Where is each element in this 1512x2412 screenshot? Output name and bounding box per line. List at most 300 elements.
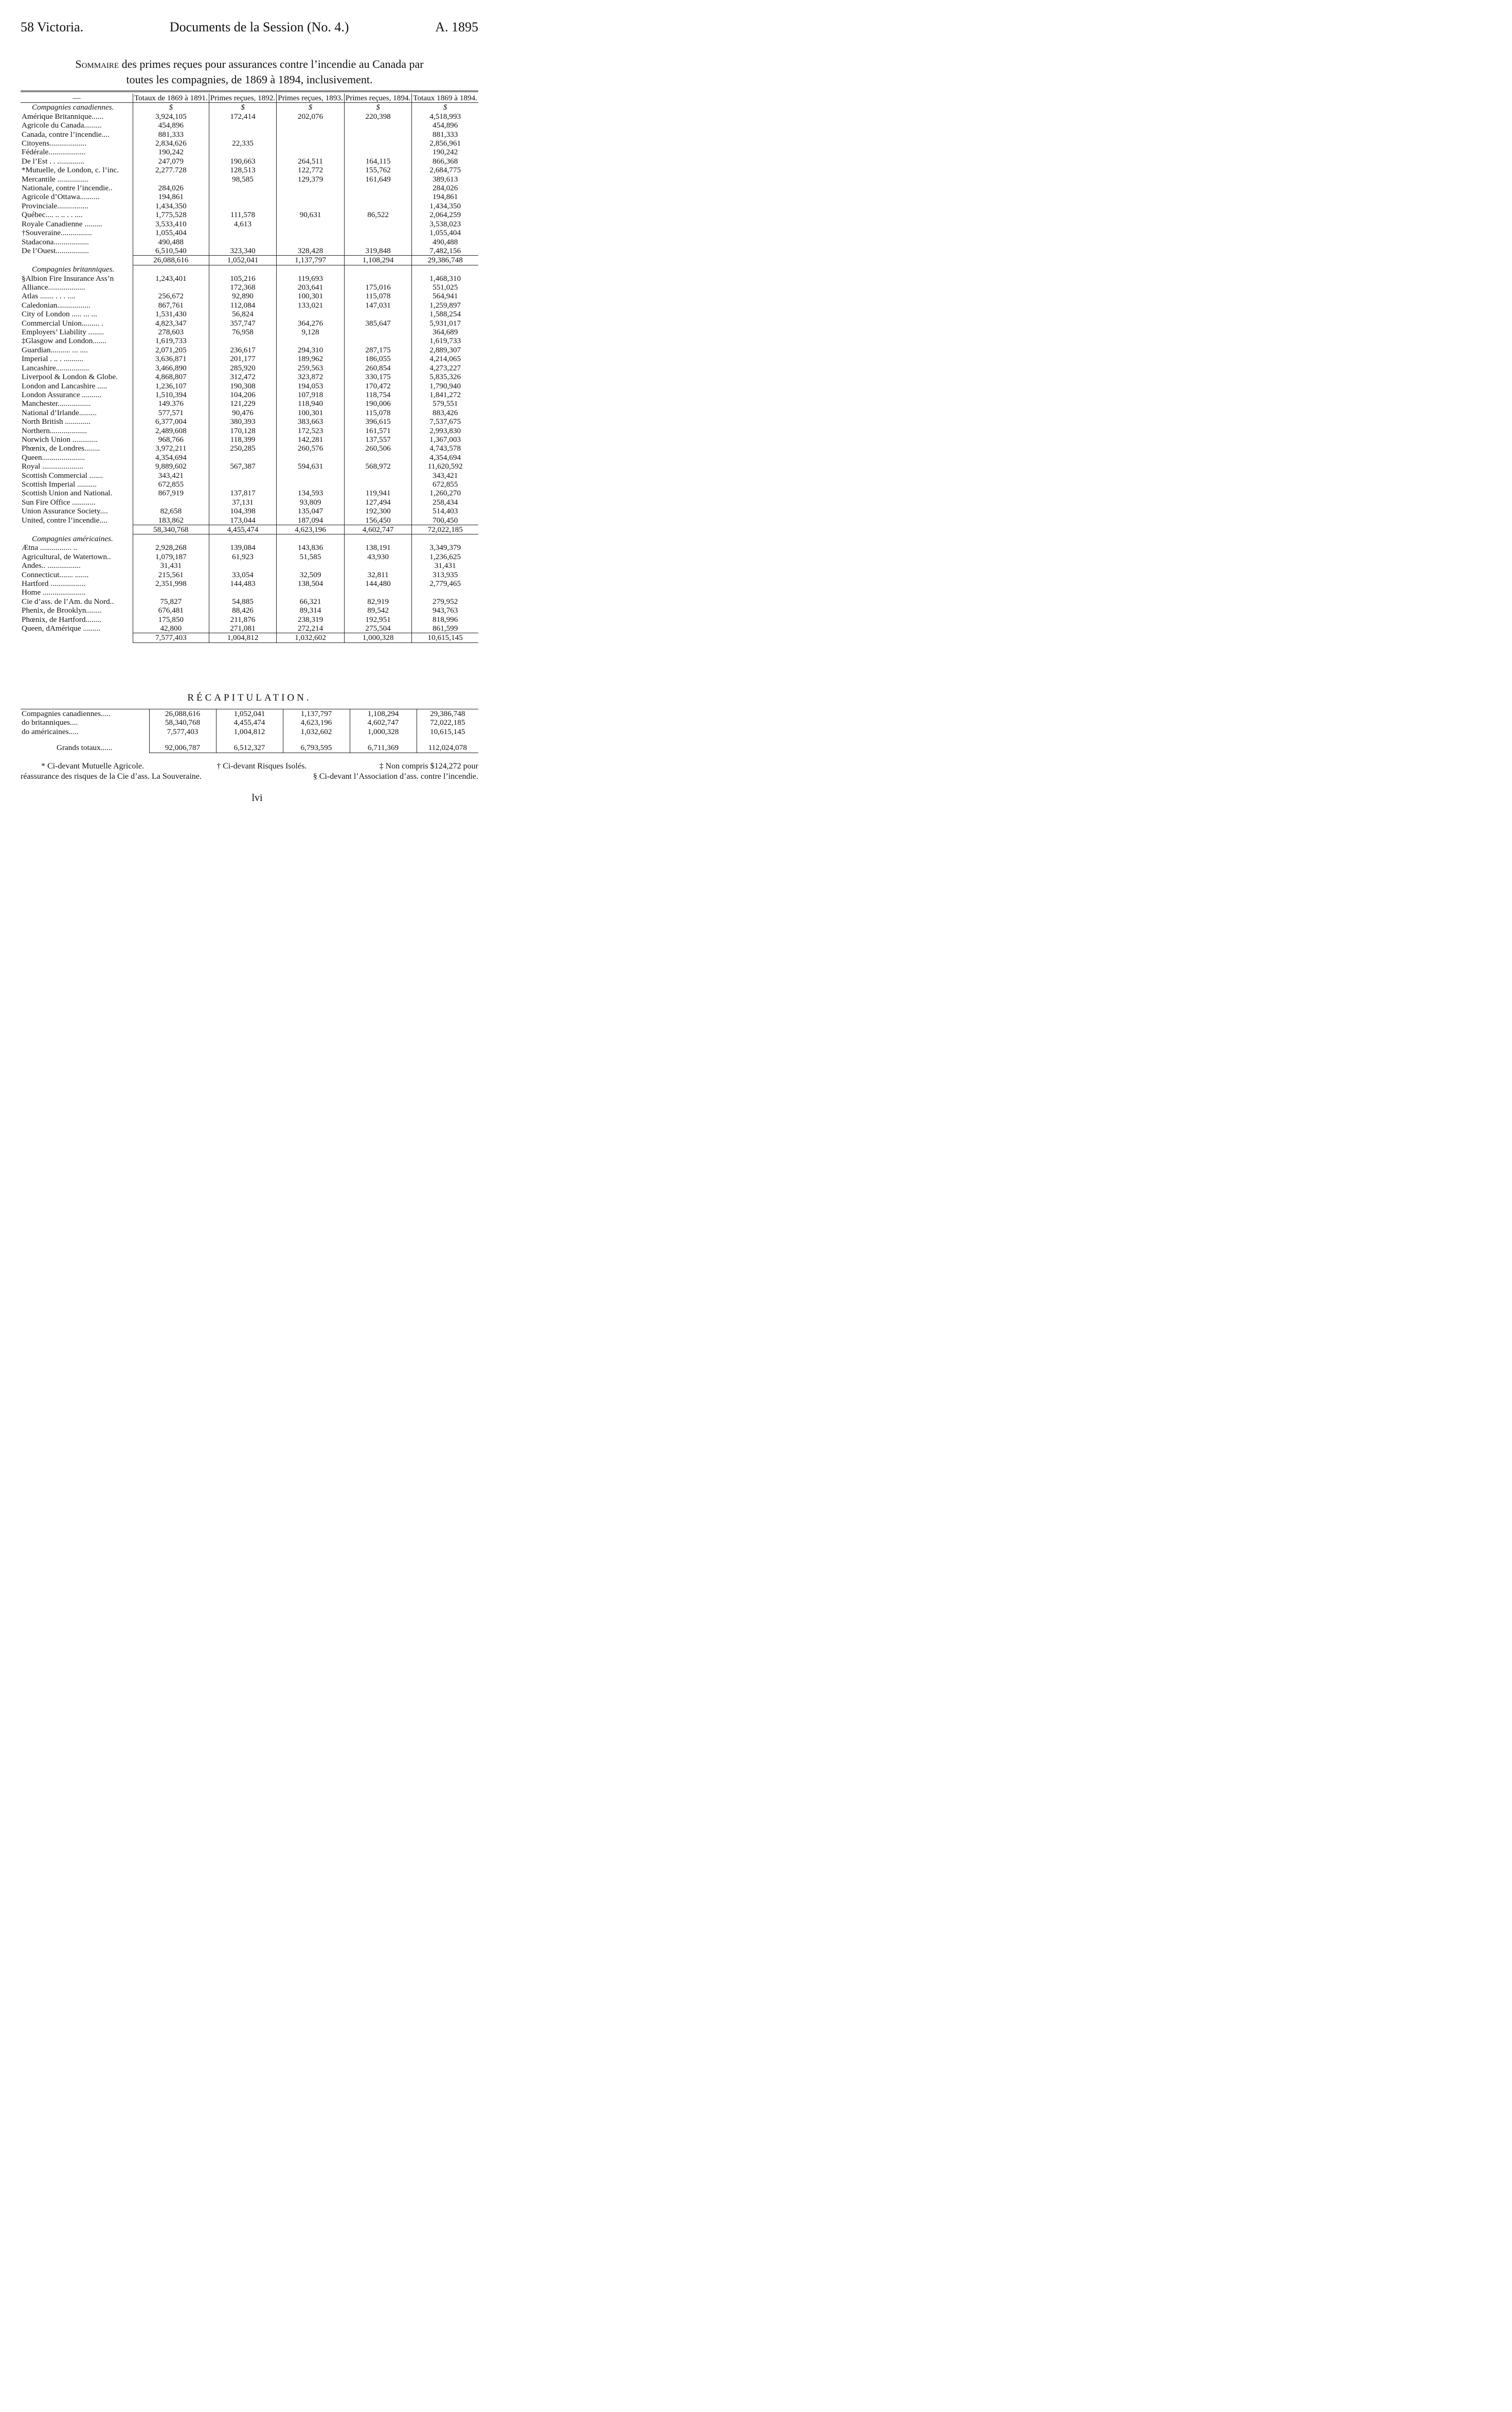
value-cell: 33,054 bbox=[209, 570, 277, 579]
value-cell bbox=[277, 202, 345, 210]
footnotes bbox=[21, 761, 478, 782]
value-cell: 172,414 bbox=[209, 112, 277, 121]
table-row bbox=[21, 615, 478, 624]
value-cell: 3,972,211 bbox=[133, 444, 209, 453]
value-cell: 86,522 bbox=[344, 210, 412, 219]
document-page bbox=[0, 0, 514, 820]
value-cell: 3,533,410 bbox=[133, 220, 209, 228]
table-row bbox=[21, 453, 478, 462]
company-name: North British ............. bbox=[22, 417, 91, 426]
table-row bbox=[21, 166, 478, 174]
value-cell: 272,214 bbox=[277, 624, 345, 633]
value-cell: 454,896 bbox=[133, 121, 209, 130]
value-cell bbox=[209, 471, 277, 480]
value-cell: 4,868,807 bbox=[133, 372, 209, 381]
value-cell: 313,935 bbox=[412, 570, 478, 579]
dollar-sign: $ bbox=[412, 103, 478, 112]
total-cell: 58,340,768 bbox=[133, 525, 209, 534]
value-cell bbox=[277, 192, 345, 201]
table-row bbox=[21, 516, 478, 525]
value-cell: 144,480 bbox=[344, 579, 412, 588]
table-row bbox=[21, 210, 478, 219]
value-cell: 2,993,830 bbox=[412, 426, 478, 435]
value-cell: 201,177 bbox=[209, 354, 277, 363]
top-rule bbox=[21, 91, 478, 92]
table-row bbox=[21, 228, 478, 237]
value-cell bbox=[277, 336, 345, 345]
table-row bbox=[21, 435, 478, 444]
recap-value: 1,137,797 bbox=[283, 709, 350, 719]
value-cell bbox=[344, 561, 412, 570]
value-cell: 119,941 bbox=[344, 489, 412, 497]
value-cell: 2,351,998 bbox=[133, 579, 209, 588]
grand-total-label: Grands totaux...... bbox=[57, 743, 113, 753]
total-cell: 1,004,812 bbox=[209, 633, 277, 642]
value-cell: 264,511 bbox=[277, 157, 345, 166]
value-cell bbox=[344, 336, 412, 345]
value-cell: 1,236,625 bbox=[412, 552, 478, 561]
value-cell: 129,379 bbox=[277, 175, 345, 184]
section-title: Compagnies américaines. bbox=[32, 534, 113, 543]
dollar-sign bbox=[412, 265, 478, 274]
recap-label: Compagnies canadiennes..... bbox=[21, 709, 149, 719]
value-cell: 396,615 bbox=[344, 417, 412, 426]
value-cell: 867,919 bbox=[133, 489, 209, 497]
table-row bbox=[21, 175, 478, 184]
company-name: De l’Ouest................. bbox=[22, 246, 89, 256]
table-row bbox=[21, 274, 478, 283]
value-cell: 2,684,775 bbox=[412, 166, 478, 174]
value-cell: 1,619,733 bbox=[133, 336, 209, 345]
value-cell bbox=[277, 588, 345, 597]
value-cell: 319,848 bbox=[344, 246, 412, 256]
value-cell: 115,078 bbox=[344, 408, 412, 417]
section-header-row bbox=[21, 265, 478, 274]
value-cell: 278,603 bbox=[133, 328, 209, 336]
table-row bbox=[21, 570, 478, 579]
value-cell: 7,482,156 bbox=[412, 246, 478, 256]
value-cell: 93,809 bbox=[277, 498, 345, 507]
header-left: 58 Victoria. bbox=[21, 20, 84, 34]
value-cell bbox=[277, 480, 345, 489]
value-cell: 2,928,268 bbox=[133, 543, 209, 552]
value-cell: 294,310 bbox=[277, 346, 345, 354]
value-cell bbox=[277, 453, 345, 462]
recap-value: 4,602,747 bbox=[350, 718, 417, 727]
company-name: ‡Glasgow and London....... bbox=[22, 336, 106, 346]
table-row bbox=[21, 390, 478, 399]
total-cell: 4,623,196 bbox=[277, 525, 345, 534]
value-cell: 104,206 bbox=[209, 390, 277, 399]
table-row bbox=[21, 462, 478, 471]
value-cell: 192,300 bbox=[344, 507, 412, 515]
value-cell: 260,854 bbox=[344, 364, 412, 372]
value-cell: 5,835,326 bbox=[412, 372, 478, 381]
value-cell: 490,488 bbox=[133, 238, 209, 246]
value-cell: 90,476 bbox=[209, 408, 277, 417]
company-name: National d’Irlande......... bbox=[22, 408, 97, 417]
company-name: Mercantile ................ bbox=[22, 174, 89, 184]
value-cell: 107,918 bbox=[277, 390, 345, 399]
value-cell: 4,354,694 bbox=[412, 453, 478, 462]
value-cell: 98,585 bbox=[209, 175, 277, 184]
value-cell: 287,175 bbox=[344, 346, 412, 354]
value-cell bbox=[412, 588, 478, 597]
value-cell: 112,084 bbox=[209, 301, 277, 310]
title-line1: des primes reçues pour assurances contre l’incendie au Canada par bbox=[119, 58, 424, 70]
value-cell: 89,542 bbox=[344, 606, 412, 615]
value-cell: 89,314 bbox=[277, 606, 345, 615]
column-header: Totaux 1869 à 1894. bbox=[412, 94, 478, 103]
value-cell bbox=[277, 220, 345, 228]
value-cell: 514,403 bbox=[412, 507, 478, 515]
company-name: Northern................... bbox=[22, 426, 87, 435]
value-cell: 1,531,430 bbox=[133, 310, 209, 318]
value-cell: 92,890 bbox=[209, 292, 277, 300]
grand-total-row bbox=[21, 736, 478, 753]
value-cell: 260,576 bbox=[277, 444, 345, 453]
company-name: Commercial Union......... . bbox=[22, 318, 103, 328]
value-cell: 82,658 bbox=[133, 507, 209, 515]
value-cell bbox=[209, 480, 277, 489]
value-cell: 142,281 bbox=[277, 435, 345, 444]
footnote-e: § Ci-devant l’Association d’ass. contre l’incendie. bbox=[313, 772, 478, 781]
value-cell bbox=[277, 121, 345, 130]
company-name: Guardian.......... ... .... bbox=[22, 345, 88, 354]
value-cell: 3,924,105 bbox=[133, 112, 209, 121]
table-row bbox=[21, 130, 478, 139]
value-cell: 11,620,592 bbox=[412, 462, 478, 471]
dollar-sign bbox=[209, 265, 277, 274]
value-cell: 284,026 bbox=[133, 184, 209, 192]
total-cell: 1,137,797 bbox=[277, 256, 345, 265]
value-cell bbox=[209, 336, 277, 345]
value-cell: 700,450 bbox=[412, 516, 478, 525]
value-cell: 284,026 bbox=[412, 184, 478, 192]
value-cell: 173,044 bbox=[209, 516, 277, 525]
recap-title: RÉCAPITULATION. bbox=[187, 692, 312, 703]
company-name: City of London ..... ... ... bbox=[22, 310, 97, 319]
recap-label: do américaines..... bbox=[22, 727, 79, 736]
total-cell: 7,577,403 bbox=[133, 633, 209, 642]
value-cell: 32,811 bbox=[344, 570, 412, 579]
dollar-sign bbox=[209, 534, 277, 543]
company-name: Employers’ Liability ........ bbox=[22, 328, 104, 337]
company-name: Cie d’ass. de l’Am. du Nord.. bbox=[22, 597, 114, 606]
table-row bbox=[21, 624, 478, 633]
value-cell: 6,377,004 bbox=[133, 417, 209, 426]
table-row bbox=[21, 121, 478, 130]
value-cell: 3,636,871 bbox=[133, 354, 209, 363]
column-header-row bbox=[21, 94, 478, 103]
value-cell: 203,641 bbox=[277, 283, 345, 292]
column-header: Totaux de 1869 à 1891. bbox=[133, 94, 209, 103]
value-cell: 61,923 bbox=[209, 552, 277, 561]
table-row bbox=[21, 372, 478, 381]
recap-label: do britanniques.... bbox=[22, 718, 78, 727]
recap-value: 7,577,403 bbox=[149, 727, 216, 736]
company-name: Hartford .................. bbox=[22, 579, 86, 588]
company-name: Liverpool & London & Globe. bbox=[22, 372, 118, 382]
title-smallcaps: Sommaire bbox=[75, 58, 119, 70]
total-label-blank bbox=[21, 256, 133, 265]
value-cell: 1,775,528 bbox=[133, 210, 209, 219]
value-cell: 190,242 bbox=[412, 148, 478, 156]
value-cell: 380,393 bbox=[209, 417, 277, 426]
table-row bbox=[21, 301, 478, 310]
table-row bbox=[21, 328, 478, 336]
value-cell: 2,277.728 bbox=[133, 166, 209, 174]
value-cell: 247,079 bbox=[133, 157, 209, 166]
value-cell: 134,593 bbox=[277, 489, 345, 497]
value-cell bbox=[209, 588, 277, 597]
value-cell: 43,930 bbox=[344, 552, 412, 561]
table-row bbox=[21, 597, 478, 606]
value-cell: 90,631 bbox=[277, 210, 345, 219]
value-cell: 190,308 bbox=[209, 382, 277, 390]
company-name: Amérique Britannique...... bbox=[22, 112, 104, 121]
table-row bbox=[21, 192, 478, 201]
value-cell: 190,242 bbox=[133, 148, 209, 156]
value-cell bbox=[344, 588, 412, 597]
company-name: Scottish Imperial .......... bbox=[22, 479, 97, 489]
value-cell: 175,850 bbox=[133, 615, 209, 624]
value-cell: 1,841,272 bbox=[412, 390, 478, 399]
value-cell: 32,509 bbox=[277, 570, 345, 579]
value-cell: 328,428 bbox=[277, 246, 345, 256]
value-cell: 2,889,307 bbox=[412, 346, 478, 354]
company-name: Sun Fire Office ............ bbox=[22, 497, 96, 507]
value-cell: 4,823,347 bbox=[133, 319, 209, 328]
table-row bbox=[21, 552, 478, 561]
value-cell: 1,055,404 bbox=[133, 228, 209, 237]
value-cell: 119,693 bbox=[277, 274, 345, 283]
value-cell bbox=[209, 238, 277, 246]
value-cell: 186,055 bbox=[344, 354, 412, 363]
section-total-row bbox=[21, 256, 478, 265]
value-cell: 42,800 bbox=[133, 624, 209, 633]
value-cell: 155,762 bbox=[344, 166, 412, 174]
value-cell bbox=[344, 192, 412, 201]
company-name: United, contre l’incendie.... bbox=[22, 515, 107, 525]
table-row bbox=[21, 220, 478, 228]
value-cell: 4,518,993 bbox=[412, 112, 478, 121]
recap-value: 1,000,328 bbox=[350, 727, 417, 736]
value-cell: 170,472 bbox=[344, 382, 412, 390]
value-cell: 364,276 bbox=[277, 319, 345, 328]
table-row bbox=[21, 498, 478, 507]
recap-value: 4,623,196 bbox=[283, 718, 350, 727]
table-row bbox=[21, 561, 478, 570]
value-cell bbox=[277, 148, 345, 156]
total-label-blank bbox=[21, 525, 133, 534]
total-cell: 1,052,041 bbox=[209, 256, 277, 265]
value-cell: 194,861 bbox=[412, 192, 478, 201]
total-cell: 10,615,145 bbox=[412, 633, 478, 642]
value-cell: 672,855 bbox=[133, 480, 209, 489]
company-name: De l’Est . . .............. bbox=[22, 156, 85, 166]
value-cell: 357,747 bbox=[209, 319, 277, 328]
value-cell bbox=[277, 238, 345, 246]
recap-table bbox=[21, 709, 478, 753]
value-cell: 137,817 bbox=[209, 489, 277, 497]
grand-total-value: 112,024,078 bbox=[417, 736, 478, 753]
header-center: Documents de la Session (No. 4.) bbox=[169, 20, 349, 34]
footnote-d: réassurance des risques de la Cie d’ass. La Souveraine. bbox=[21, 772, 202, 781]
value-cell: 22,335 bbox=[209, 139, 277, 148]
value-cell bbox=[344, 471, 412, 480]
value-cell: 135,047 bbox=[277, 507, 345, 515]
value-cell bbox=[209, 453, 277, 462]
value-cell bbox=[344, 121, 412, 130]
value-cell: 1,588,254 bbox=[412, 310, 478, 318]
value-cell: 4,743,578 bbox=[412, 444, 478, 453]
value-cell bbox=[277, 228, 345, 237]
value-cell: 51,585 bbox=[277, 552, 345, 561]
value-cell: 75,827 bbox=[133, 597, 209, 606]
value-cell: 133,021 bbox=[277, 301, 345, 310]
value-cell: 144,483 bbox=[209, 579, 277, 588]
company-name: Agricole d’Ottawa.......... bbox=[22, 192, 100, 202]
value-cell: 867,761 bbox=[133, 301, 209, 310]
table-row bbox=[21, 246, 478, 256]
value-cell bbox=[277, 184, 345, 192]
table-row bbox=[21, 238, 478, 246]
company-name: Phœnix, de Hartford........ bbox=[22, 615, 101, 624]
table-row bbox=[21, 283, 478, 292]
total-cell: 1,032,602 bbox=[277, 633, 345, 642]
company-name: Alliance................... bbox=[22, 283, 85, 292]
table-row bbox=[21, 202, 478, 210]
value-cell: 1,790,940 bbox=[412, 382, 478, 390]
company-name: Atlas ....... . . . .... bbox=[22, 292, 76, 301]
dollar-sign: $ bbox=[344, 103, 412, 112]
company-name: Agricultural, de Watertown.. bbox=[22, 552, 111, 561]
value-cell bbox=[344, 310, 412, 318]
value-cell: 164,115 bbox=[344, 157, 412, 166]
column-header: — bbox=[21, 94, 133, 103]
value-cell: 3,466,890 bbox=[133, 364, 209, 372]
value-cell: 2,856,961 bbox=[412, 139, 478, 148]
value-cell: 194,053 bbox=[277, 382, 345, 390]
value-cell: 118,754 bbox=[344, 390, 412, 399]
company-name: Agricole du Canada......... bbox=[22, 121, 102, 130]
recap-row bbox=[21, 709, 478, 719]
recap-value: 58,340,768 bbox=[149, 718, 216, 727]
total-cell: 4,602,747 bbox=[344, 525, 412, 534]
value-cell: 271,081 bbox=[209, 624, 277, 633]
value-cell bbox=[344, 480, 412, 489]
value-cell: 490,488 bbox=[412, 238, 478, 246]
value-cell: 172,368 bbox=[209, 283, 277, 292]
company-name: Canada, contre l’incendie.... bbox=[22, 130, 110, 139]
value-cell: 54,885 bbox=[209, 597, 277, 606]
company-name: Manchester................. bbox=[22, 399, 91, 408]
table-row bbox=[21, 148, 478, 156]
value-cell: 138,191 bbox=[344, 543, 412, 552]
value-cell: 2,064,259 bbox=[412, 210, 478, 219]
value-cell bbox=[277, 139, 345, 148]
value-cell: 4,214,065 bbox=[412, 354, 478, 363]
table-row bbox=[21, 489, 478, 497]
value-cell: 31,431 bbox=[133, 561, 209, 570]
title-line2: toutes les compagnies, de 1869 à 1894, inclusivement. bbox=[126, 73, 373, 86]
value-cell: 127,494 bbox=[344, 498, 412, 507]
table-row bbox=[21, 399, 478, 408]
value-cell bbox=[209, 130, 277, 139]
value-cell: 285,920 bbox=[209, 364, 277, 372]
value-cell: 189,962 bbox=[277, 354, 345, 363]
table-row bbox=[21, 471, 478, 480]
value-cell bbox=[277, 471, 345, 480]
premiums-table bbox=[21, 94, 478, 643]
value-cell: 138,504 bbox=[277, 579, 345, 588]
table-row bbox=[21, 112, 478, 121]
value-cell: 161,571 bbox=[344, 426, 412, 435]
value-cell: 250,285 bbox=[209, 444, 277, 453]
value-cell: 220,398 bbox=[344, 112, 412, 121]
table-row bbox=[21, 310, 478, 318]
dollar-sign bbox=[277, 265, 345, 274]
value-cell: 7,537,675 bbox=[412, 417, 478, 426]
value-cell: 672,855 bbox=[412, 480, 478, 489]
table-row bbox=[21, 507, 478, 515]
value-cell: 568,972 bbox=[344, 462, 412, 471]
column-header: Primes reçues, 1894. bbox=[344, 94, 412, 103]
value-cell: 192,951 bbox=[344, 615, 412, 624]
value-cell: 4,273,227 bbox=[412, 364, 478, 372]
footnote-b: † Ci-devant Risques Isolés. bbox=[217, 762, 307, 771]
table-row bbox=[21, 543, 478, 552]
table-row bbox=[21, 408, 478, 417]
value-cell: 5,931,017 bbox=[412, 319, 478, 328]
company-name: Québec.... .. .. . . .... bbox=[22, 210, 83, 220]
value-cell: 1,510,394 bbox=[133, 390, 209, 399]
value-cell: 1,055,404 bbox=[412, 228, 478, 237]
value-cell: 121,229 bbox=[209, 399, 277, 408]
value-cell bbox=[344, 453, 412, 462]
value-cell: 968,766 bbox=[133, 435, 209, 444]
company-name: Andes.. ................. bbox=[22, 561, 81, 570]
dollar-sign bbox=[133, 534, 209, 543]
table-row bbox=[21, 319, 478, 328]
value-cell: 3,349,379 bbox=[412, 543, 478, 552]
footnote-c: ‡ Non compris $124,272 pour bbox=[379, 762, 478, 771]
section-header-row bbox=[21, 534, 478, 543]
value-cell: 9,889,602 bbox=[133, 462, 209, 471]
value-cell: 122,772 bbox=[277, 166, 345, 174]
company-name: Connecticut....... ....... bbox=[22, 570, 89, 579]
company-name: Home ...................... bbox=[22, 588, 86, 597]
value-cell: 259,563 bbox=[277, 364, 345, 372]
value-cell: 564,941 bbox=[412, 292, 478, 300]
value-cell: 2,779,465 bbox=[412, 579, 478, 588]
value-cell: 37,131 bbox=[209, 498, 277, 507]
recap-value: 1,004,812 bbox=[216, 727, 283, 736]
company-name: Queen, dAmérique ......... bbox=[22, 624, 101, 633]
value-cell: 236,617 bbox=[209, 346, 277, 354]
company-name: Scottish Commercial ....... bbox=[22, 471, 103, 480]
value-cell: 143,836 bbox=[277, 543, 345, 552]
company-name: Royale Canadienne ......... bbox=[22, 219, 102, 228]
value-cell bbox=[209, 184, 277, 192]
table-row bbox=[21, 417, 478, 426]
table-row bbox=[21, 364, 478, 372]
total-cell: 4,455,474 bbox=[209, 525, 277, 534]
value-cell: 82,919 bbox=[344, 597, 412, 606]
value-cell: 88,426 bbox=[209, 606, 277, 615]
page-folio: lvi bbox=[251, 792, 263, 803]
